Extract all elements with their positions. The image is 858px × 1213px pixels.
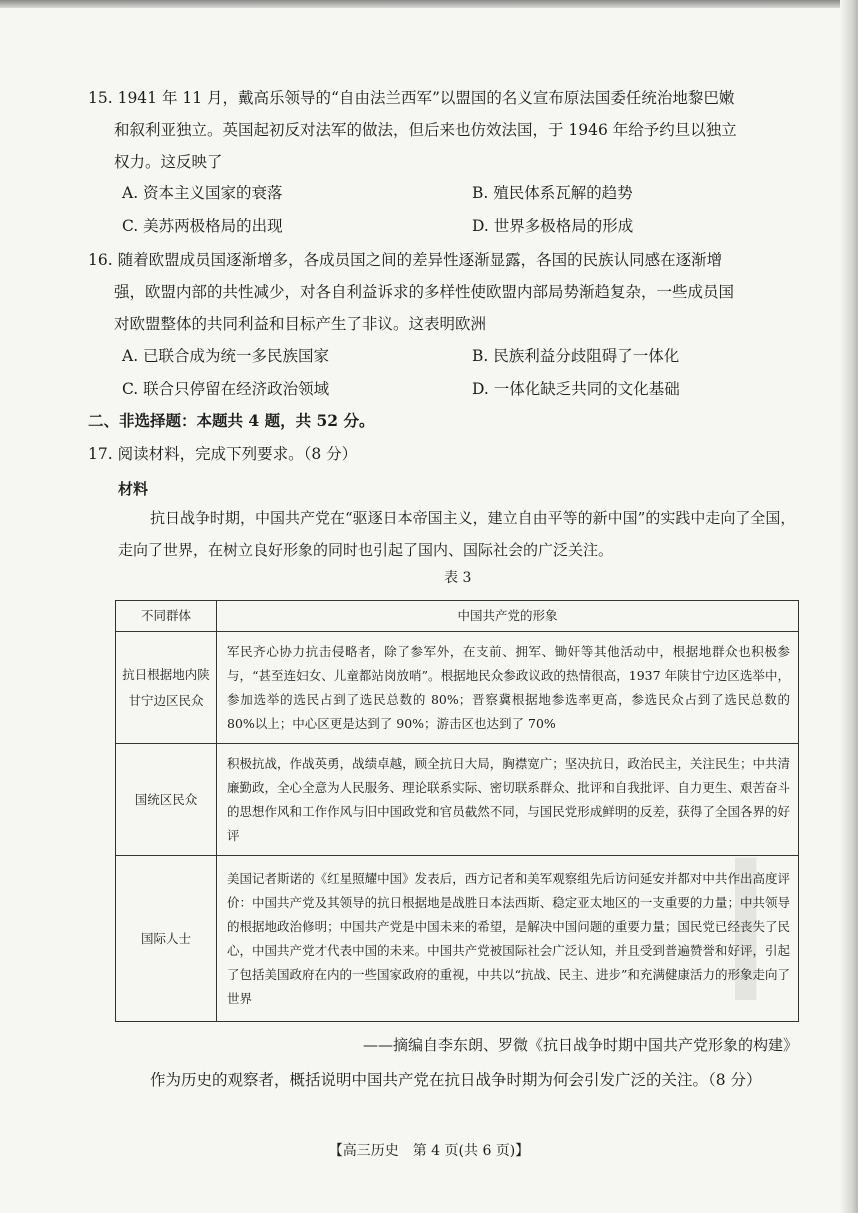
q16-line1: 16. 随着欧盟成员国逐渐增多，各成员国之间的差异性逐渐显露，各国的民族认同感在逐渐增: [88, 251, 723, 269]
q16-option-c: C. 联合只停留在经济政治领域: [122, 380, 330, 398]
table-caption: 表 3: [444, 570, 472, 586]
q16-line2: 强，欧盟内部的共性减少，对各自利益诉求的多样性使欧盟内部局势渐趋复杂，一些成员国: [114, 283, 735, 301]
table-row: [116, 856, 799, 1022]
q15-line1: 15. 1941 年 11 月，戴高乐领导的“自由法兰西军”以盟国的名义宣布原法国委任统治地黎巴嫩: [88, 89, 735, 107]
material-label: 材料: [118, 480, 149, 498]
section-heading: 二、非选择题：本题共 4 题，共 52 分。: [88, 411, 375, 430]
row-group: 国际人士: [116, 856, 217, 1022]
material-source: ——摘编自李东朗、罗微《抗日战争时期中国共产党形象的构建》: [362, 1036, 798, 1054]
table-row: [116, 744, 799, 856]
q15-option-d: D. 世界多极格局的形成: [472, 217, 634, 235]
q15-option-c: C. 美苏两极格局的出现: [122, 217, 283, 235]
scan-right-edge: [840, 0, 858, 1213]
table-header-row: [116, 601, 799, 632]
q16-option-d: D. 一体化缺乏共同的文化基础: [472, 380, 680, 398]
header-image: 中国共产党的形象: [217, 601, 799, 632]
row-description: 军民齐心协力抗击侵略者，除了参军外，在支前、拥军、锄奸等其他活动中，根据地群众也积极参与，“甚至连妇女、儿童都站岗放哨”。根据地民众参政议政的热情很高，1937 年陕甘宁边区选举中，参加选举的选民占到了选民总数的 80%；晋察冀根据地参选率更高，参选民众占到了选民总数的 80%以上；中心区更是达到了 90%；游击区也达到了 70%: [217, 632, 799, 744]
header-group: 不同群体: [116, 601, 217, 632]
q16-line3: 对欧盟整体的共同利益和目标产生了非议。这表明欧洲: [114, 315, 487, 333]
question-17-stem: 17. 阅读材料，完成下列要求。（8 分）: [88, 445, 358, 463]
material-text: 抗日战争时期，中国共产党在“驱逐日本帝国主义，建立自由平等的新中国”的实践中走向了全国，走向了世界，在树立良好形象的同时也引起了国内、国际社会的广泛关注。: [118, 509, 796, 559]
q15-option-a: A. 资本主义国家的衰落: [122, 184, 283, 202]
page-footer: 【高三历史 第 4 页(共 6 页)】: [328, 1143, 530, 1159]
question-15-stem: [88, 82, 788, 178]
question-16-stem: [88, 244, 788, 340]
q16-option-b: B. 民族利益分歧阻碍了一体化: [472, 347, 680, 365]
question-17-requirement: 作为历史的观察者，概括说明中国共产党在抗日战争时期为何会引发广泛的关注。（8 分）: [150, 1071, 762, 1089]
table-row: [116, 632, 799, 744]
q15-line2: 和叙利亚独立。英国起初反对法军的做法，但后来也仿效法国，于 1946 年给予约旦以独立: [114, 121, 737, 139]
row-description: 积极抗战，作战英勇，战绩卓越，顾全抗日大局，胸襟宽广；坚决抗日，政治民主，关注民生；中共清廉勤政，全心全意为人民服务、理论联系实际、密切联系群众、批评和自我批评、自力更生、艰苦奋斗的思想作风和工作作风与旧中国政党和官员截然不同，与国民党形成鲜明的反差，获得了全国各界的好评: [217, 744, 799, 856]
q15-line3: 权力。这反映了: [114, 153, 223, 171]
row-description: 美国记者斯诺的《红星照耀中国》发表后，西方记者和美军观察组先后访问延安并都对中共作出高度评价：中国共产党及其领导的抗日根据地是战胜日本法西斯、稳定亚太地区的一支重要的力量；中共领导的根据地政治修明；中国共产党是中国未来的希望，是解决中国问题的重要力量；国民党已经丧失了民心，中国共产党才代表中国的未来。中国共产党被国际社会广泛认知，并且受到普遍赞誉和好评，引起了包括美国政府在内的一些国家政府的重视，中共以“抗战、民主、进步”和充满健康活力的形象走向了世界: [217, 856, 799, 1022]
scan-top-edge: [0, 0, 858, 8]
row-group: 抗日根据地内陕甘宁边区民众: [116, 632, 217, 744]
q16-option-a: A. 已联合成为统一多民族国家: [122, 347, 330, 365]
material-table: [115, 600, 799, 1022]
background-mark: ▕▏: [653, 860, 838, 999]
q15-option-b: B. 殖民体系瓦解的趋势: [472, 184, 633, 202]
row-group: 国统区民众: [116, 744, 217, 856]
